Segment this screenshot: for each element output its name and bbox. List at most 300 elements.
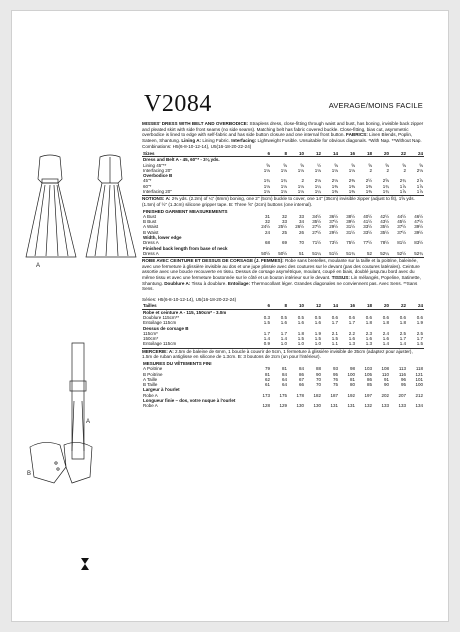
row-label: 45"*	[143, 178, 152, 184]
table-cell: 1.6	[280, 320, 287, 326]
table-cell: 2⅛	[331, 178, 338, 184]
section-heading: Finished back length from base of neck	[143, 245, 228, 251]
table-cell: 81	[281, 366, 287, 372]
row-label: 150cm*	[143, 336, 159, 342]
table-cell: 45½	[397, 219, 406, 225]
french-description: ROBE AVEC CEINTURE ET DESSUS DE CORSAGE (J. FEMMES): Robe sans bretelles, moulante sur la taille et la poitrine, baleinée, avec une fermeture à glissière invisible au dos et une jupe plissée avec des coutures sur le devant (pas des coutures latérales). Ceinture assortie avec une boucle recouverte en tissu. Dessus de corsage asymétrique, moulant, coupé en biais, doublé jusqu'au bord avec du même tissu et avec une fermeture boutonnée sur le côté et un bouton intérieur sur le devant. TISSUS: Lin mélangés, Popeline, Satinette, Shantung. Doublure A: Tissu à doublure. Entoilage: Thermocollant léger. Grandes diagonales ne conviennent pas. Avec Sens. **Sans Sens.	[142, 257, 424, 292]
table-cell: 33	[281, 219, 287, 225]
table-cell: 1.6	[382, 336, 389, 342]
table-cell: 197	[364, 392, 372, 398]
row-label: Robe A	[143, 392, 158, 398]
row-label: B Taille	[143, 382, 158, 388]
row-label: Robe A	[143, 403, 158, 409]
table-cell: 1⅛	[297, 189, 304, 195]
size-cell: 20	[373, 303, 390, 309]
difficulty-level: AVERAGE/MOINS FACILE	[328, 101, 423, 110]
table-cell: 25½	[278, 224, 287, 230]
table-cell: 64	[281, 376, 287, 382]
table-cell: 1⅛	[297, 167, 304, 173]
table-cell: 1.1	[331, 341, 338, 347]
table-cell: 39½	[414, 229, 423, 235]
table-cell: 1⅛	[297, 183, 304, 189]
size-cell: 8	[271, 151, 288, 157]
table-cell: 43½	[380, 219, 389, 225]
table-cell: 134	[415, 403, 423, 409]
row-label: A Poitrine	[143, 366, 163, 372]
row-label: B Waist	[143, 229, 159, 235]
table-cell: 31½	[346, 229, 355, 235]
table-cell: 2⅞	[416, 178, 423, 184]
table-cell: 132	[364, 403, 372, 409]
row-label: A Taille	[143, 376, 158, 382]
table-cell: 0.6	[382, 314, 389, 320]
table-cell: 61	[264, 382, 270, 388]
table-cell: 50½	[278, 250, 287, 256]
row-label: B Poitrine	[143, 371, 163, 377]
table-cell: 95	[400, 382, 406, 388]
table-cell: 1⅜	[348, 183, 355, 189]
table-cell: 36½	[329, 213, 338, 219]
table-cell: 2⅜	[348, 178, 355, 184]
table-cell: 78½	[380, 240, 389, 246]
table-cell: 0.6	[331, 314, 338, 320]
table-cell: 118	[415, 366, 423, 372]
table-cell: 108	[381, 366, 389, 372]
table-cell: 121	[415, 371, 423, 377]
table-cell: 207	[398, 392, 406, 398]
section-heading: Largeur à l'ourlet	[143, 387, 180, 393]
table-cell: 84	[298, 366, 304, 372]
table-cell: 1.8	[297, 330, 304, 336]
table-cell: 0.9	[263, 341, 270, 347]
table-cell: 116	[398, 371, 406, 377]
row-label: A Bust	[143, 213, 157, 219]
table-cell: ⅝	[283, 162, 287, 168]
section-heading: Robe et ceinture A - 115, 150cm* - 3.0m	[143, 309, 227, 315]
table-cell: 1⅞	[399, 189, 406, 195]
table-cell: ⅝	[385, 162, 389, 168]
table-cell: 0.5	[314, 314, 321, 320]
table-cell: 173	[262, 392, 270, 398]
section-heading: Longueur finie – dos, votre nuque à l'ourlet	[143, 398, 236, 403]
english-description: MISSES' DRESS WITH BELT AND OVERBODICE: Strapless dress, close-fitting through waist and bust, has boning, invisible back zipper and pleated skirt with side front seams (no side seams). Matching belt has fabric covered buckle. Close-fitting, bias cut, asymmetric overbodice is lined to edge with self-fabric and has side button closure and one internal front button. FABRICS: Linen Blends, Poplin, Sateen, Shantung. Lining A: Lining Fabric. Interfacing: Lightweight Fusible. Unsuitable for obvious diagonals. *With Nap. **Without Nap.	[142, 121, 424, 143]
table-cell: 113	[398, 366, 406, 372]
table-cell: 77½	[363, 240, 372, 246]
size-cell: 10	[288, 151, 305, 157]
table-cell: 1.7	[331, 320, 338, 326]
table-cell: 1⅛	[263, 183, 270, 189]
table-cell: 2	[301, 178, 304, 184]
table-cell: 25	[281, 229, 287, 235]
table-cell: 131	[330, 403, 338, 409]
table-cell: ⅝	[402, 162, 406, 168]
figure-label-a: A	[36, 263, 41, 269]
table-cell: 101	[415, 376, 423, 382]
table-cell: 2⅛	[416, 167, 423, 173]
table-cell: 69	[281, 240, 287, 246]
size-cell: 14	[322, 303, 339, 309]
pattern-code: V2084	[144, 91, 212, 117]
size-cell: 12	[305, 151, 322, 157]
size-cell: 18	[356, 151, 373, 157]
table-cell: 1⅜	[348, 189, 355, 195]
table-cell: 70	[298, 240, 304, 246]
table-cell: 86	[366, 376, 372, 382]
table-cell: 76	[332, 376, 338, 382]
table-cell: 128	[262, 403, 270, 409]
table-cell: 0.6	[399, 314, 406, 320]
table-cell: 62	[264, 376, 270, 382]
table-cell: ⅝	[300, 162, 304, 168]
row-label: Dress A	[143, 240, 159, 246]
section-heading: Width, lower edge	[143, 235, 182, 241]
table-cell: 2.3	[365, 330, 372, 336]
table-cell: 1.0	[314, 341, 321, 347]
table-cell: 90	[315, 371, 321, 377]
size-cell: 18	[356, 303, 373, 309]
table-cell: 212	[415, 392, 423, 398]
table-cell: 1.4	[382, 341, 389, 347]
table-cell: 1¾	[280, 178, 287, 184]
table-cell: 2.4	[382, 330, 389, 336]
table-cell: 182	[313, 392, 321, 398]
table-cell: 70	[315, 382, 321, 388]
table-cell: 68	[264, 240, 270, 246]
table-cell: 2¾	[399, 178, 406, 184]
table-cell: 39½	[346, 219, 355, 225]
row-label: Doublure 115cm**	[143, 314, 180, 320]
size-header-row: Tailles 6 8 10 12 14 16 18 20 22 24	[143, 303, 423, 309]
table-cell: 52¾	[414, 250, 423, 256]
size-cell: 16	[339, 151, 356, 157]
table-cell: 1¾	[382, 183, 389, 189]
table-cell: 1.6	[348, 336, 355, 342]
table-cell: 1¾	[263, 178, 270, 184]
size-cell: 6	[254, 303, 271, 309]
table-cell: ⅝	[419, 162, 423, 168]
table-cell: 103	[364, 366, 372, 372]
table-cell: 46½	[414, 213, 423, 219]
table-cell: 80	[349, 382, 355, 388]
table-cell: 40½	[363, 213, 372, 219]
table-cell: 1⅜	[331, 183, 338, 189]
table-cell: ⅝	[334, 162, 338, 168]
row-label: Interfacing 20"	[143, 189, 172, 195]
overbodice-b-drawing	[26, 437, 96, 493]
table-cell: 0.3	[263, 314, 270, 320]
english-title: MISSES' DRESS WITH BELT AND OVERBODICE:	[142, 121, 249, 126]
table-cell: 67	[298, 376, 304, 382]
table-cell: 91	[383, 376, 389, 382]
table-cell: 1⅛	[263, 167, 270, 173]
table-cell: 96	[400, 376, 406, 382]
figure-label-a-sash: A	[86, 419, 91, 425]
table-cell: 175	[279, 392, 287, 398]
section-heading: MESURES DU VÊTEMENTS FINI	[143, 360, 212, 366]
table-cell: 37½	[329, 219, 338, 225]
table-cell: 0.6	[416, 314, 423, 320]
table-cell: 75½	[346, 240, 355, 246]
row-label: A Waist	[143, 224, 159, 230]
table-cell: 1⅛	[280, 167, 287, 173]
table-cell: 64	[281, 382, 287, 388]
row-label: Interfacing 20"	[143, 167, 172, 173]
french-title: ROBE AVEC CEINTURE ET DESSUS DE CORSAGE (J. FEMMES):	[142, 258, 284, 264]
table-cell: 98	[349, 366, 355, 372]
table-cell: 1⅛	[280, 183, 287, 189]
table-cell: 1.5	[297, 336, 304, 342]
table-cell: 1.0	[297, 341, 304, 347]
table-cell: 1⅛	[331, 167, 338, 173]
table-cell: 2	[403, 167, 406, 173]
table-row	[142, 403, 424, 408]
table-cell: 37½	[397, 224, 406, 230]
table-cell: 202	[381, 392, 389, 398]
french-series: Séries: H5(6-8-10-12-14), U5(16-18-20-22-24)	[142, 296, 237, 302]
table-cell: 51½	[329, 250, 338, 256]
table-cell: 2.2	[348, 330, 355, 336]
table-cell: 2.5	[399, 330, 406, 336]
size-cell: 22	[390, 303, 407, 309]
size-cell: 24	[407, 151, 424, 157]
table-cell: 52	[366, 250, 372, 256]
table-cell: 2	[369, 167, 372, 173]
table-cell: 24	[264, 229, 270, 235]
table-cell: 31½	[346, 224, 355, 230]
size-cell: 24	[407, 303, 424, 309]
table-cell: 50½	[261, 250, 270, 256]
table-cell: 0.5	[297, 314, 304, 320]
table-cell: 1⅛	[348, 167, 355, 173]
table-cell: 1⅛	[263, 189, 270, 195]
table-cell: 178	[296, 392, 304, 398]
table-cell: 1.4	[280, 336, 287, 342]
table-cell: 42½	[380, 213, 389, 219]
table-cell: 1⅞	[416, 189, 423, 195]
table-cell: 73½	[329, 240, 338, 246]
french-yardage-table	[142, 303, 424, 346]
table-cell: 44½	[397, 213, 406, 219]
table-cell: 131	[347, 403, 355, 409]
table-cell: 35½	[312, 219, 321, 225]
row-label: 60"*	[143, 183, 152, 189]
table-cell: 71½	[312, 240, 321, 246]
row-label: Entoilage 115cm	[143, 341, 177, 347]
table-cell: 93	[332, 366, 338, 372]
table-cell: 130	[296, 403, 304, 409]
table-cell: 34½	[312, 213, 321, 219]
table-cell: 110	[381, 371, 389, 377]
section-heading: Dessus de corsage B	[143, 325, 189, 331]
table-row	[142, 189, 424, 194]
english-yardage-table	[142, 151, 424, 194]
table-cell: 192	[347, 392, 355, 398]
table-cell: 84	[281, 371, 287, 377]
table-cell: 81½	[397, 240, 406, 246]
table-cell: 1⅜	[331, 189, 338, 195]
table-cell: 1.8	[399, 320, 406, 326]
size-cell: 12	[305, 303, 322, 309]
table-cell: 27½	[312, 229, 321, 235]
table-cell: 1.7	[416, 336, 423, 342]
table-cell: 1.5	[416, 341, 423, 347]
table-cell: ½	[317, 162, 321, 168]
table-cell: ⅝	[351, 162, 355, 168]
table-cell: 1.9	[416, 320, 423, 326]
table-cell: 1.6	[297, 320, 304, 326]
table-cell: 31	[264, 213, 270, 219]
table-cell: 29½	[329, 229, 338, 235]
table-cell: 86	[298, 371, 304, 377]
table-cell: 83½	[414, 240, 423, 246]
table-cell: 1¼	[314, 183, 321, 189]
table-cell: 133	[398, 403, 406, 409]
table-cell: 39½	[414, 224, 423, 230]
table-cell: 33½	[363, 224, 372, 230]
table-cell: 47½	[414, 219, 423, 225]
table-cell: 0.5	[280, 314, 287, 320]
table-cell: 81	[349, 376, 355, 382]
table-cell: 37½	[397, 229, 406, 235]
size-symbol-icon	[80, 557, 90, 571]
table-cell: 2⅛	[314, 178, 321, 184]
figure-label-b: B	[27, 471, 32, 477]
table-cell: 1.9	[314, 330, 321, 336]
size-cell: 6	[254, 151, 271, 157]
table-cell: 133	[381, 403, 389, 409]
table-cell: 1¾	[382, 189, 389, 195]
table-cell: 81	[264, 371, 270, 377]
size-header-row: Sizes 6 8 10 12 14 16 18 20 22 24	[143, 150, 423, 156]
french-mercerie: MERCERIE: A: 2.5m de baleine de 6mm, 1 boucle à couvrir de 5cm, 1 fermeture à glissière invisible de 35cm (adaptez pour ajuster), 1.5m de ruban antiglisse en silicone de 1.3cm. B: 3 boutons de 2cm (un pour l'intérieur).	[142, 348, 424, 360]
table-cell: 51¾	[346, 250, 355, 256]
table-cell: 1.7	[399, 336, 406, 342]
table-cell: 1.3	[348, 341, 355, 347]
table-cell: 1⅛	[314, 167, 321, 173]
table-cell: 0.6	[348, 314, 355, 320]
table-cell: 51¼	[312, 250, 321, 256]
english-notions: NOTIONS: A: 2⅜ yds. (2.2m) of ¼" (6mm) boning, one 2" (5cm) buckle to cover, one 14" (35cm) invisible zipper (adjust to fit), 1⅝ yds. (1.5m) of ½" (1.3cm) silicone gripper tape. B: Three ⅝" (2cm) buttons (one internal).	[142, 195, 424, 207]
table-cell: ⅝	[266, 162, 270, 168]
table-cell: 0.6	[365, 314, 372, 320]
pattern-info	[142, 121, 424, 409]
row-label: B Bust	[143, 219, 157, 225]
row-label: Dress A	[143, 250, 159, 256]
table-cell: 51	[298, 250, 304, 256]
table-cell: 129	[279, 403, 287, 409]
table-cell: 1.7	[263, 330, 270, 336]
table-cell: 1.4	[263, 336, 270, 342]
table-cell: 1¼	[314, 189, 321, 195]
table-cell: 1.3	[365, 341, 372, 347]
table-cell: 38½	[346, 213, 355, 219]
table-cell: 35½	[380, 224, 389, 230]
table-cell: 2½	[365, 178, 372, 184]
table-cell: 24½	[261, 224, 270, 230]
table-cell: 66	[298, 382, 304, 388]
size-cell: 16	[339, 303, 356, 309]
size-cell: 10	[288, 303, 305, 309]
table-cell: ⅝	[368, 162, 372, 168]
size-cell: 22	[390, 151, 407, 157]
table-cell: 1.8	[365, 320, 372, 326]
row-label: Entoilage 115cm	[143, 320, 177, 326]
english-combinations: Combinations: H5(6-8-10-12-14), U5(16-18-20-22-24)	[142, 144, 252, 150]
size-cell: 20	[373, 151, 390, 157]
row-label: Lining 45"**	[143, 162, 167, 168]
pattern-envelope-back	[11, 10, 449, 622]
technical-drawings	[12, 11, 142, 621]
row-label: 115cm*	[143, 330, 158, 336]
table-cell: 1⅜	[365, 183, 372, 189]
table-cell: 33½	[363, 229, 372, 235]
table-cell: 33	[298, 213, 304, 219]
table-cell: 1.5	[314, 336, 321, 342]
table-cell: 100	[415, 382, 423, 388]
table-cell: 52½	[397, 250, 406, 256]
english-measurements-table	[142, 209, 424, 257]
table-cell: 1.8	[382, 320, 389, 326]
table-cell: 1⅛	[280, 189, 287, 195]
table-cell: 1.6	[365, 336, 372, 342]
table-cell: 130	[313, 403, 321, 409]
section-heading: Overbodice B	[143, 173, 173, 179]
table-cell: 1.0	[280, 341, 287, 347]
table-cell: 90	[383, 382, 389, 388]
table-cell: 2.1	[331, 330, 338, 336]
table-cell: 2	[386, 167, 389, 173]
table-cell: 187	[330, 392, 338, 398]
table-cell: 32	[281, 213, 287, 219]
table-cell: 1.6	[314, 320, 321, 326]
pattern-header	[142, 91, 437, 117]
table-cell: 1⅞	[399, 183, 406, 189]
table-cell: 85	[366, 382, 372, 388]
table-cell: 1.7	[348, 320, 355, 326]
size-cell: 8	[271, 303, 288, 309]
french-measurements-table	[142, 361, 424, 409]
table-row	[142, 251, 424, 256]
table-cell: 75	[332, 382, 338, 388]
table-cell: 34	[298, 219, 304, 225]
table-cell: 79	[264, 366, 270, 372]
table-cell: 105	[364, 371, 372, 377]
table-cell: 35½	[380, 229, 389, 235]
table-cell: 70	[315, 376, 321, 382]
table-cell: 1.5	[331, 336, 338, 342]
table-cell: 1⅞	[416, 183, 423, 189]
table-cell: 27½	[312, 224, 321, 230]
table-cell: 2.5	[416, 330, 423, 336]
dress-a-front-back-drawing	[20, 153, 140, 261]
table-cell: 88	[315, 366, 321, 372]
table-cell: 2⅝	[382, 178, 389, 184]
section-heading: Dress and Belt A - 45, 60"* - 3⅛ yds.	[143, 157, 220, 163]
table-cell: 52¼	[380, 250, 389, 256]
table-cell: 32	[264, 219, 270, 225]
section-heading: FINISHED GARMENT MEASUREMENTS	[143, 208, 228, 214]
table-cell: 26½	[295, 224, 304, 230]
table-cell: 1⅜	[365, 189, 372, 195]
table-cell: 41½	[363, 219, 372, 225]
size-cell: 14	[322, 151, 339, 157]
table-cell: 1.7	[280, 330, 287, 336]
table-cell: 29½	[329, 224, 338, 230]
table-row	[142, 341, 424, 346]
table-cell: 95	[332, 371, 338, 377]
table-cell: 1.5	[263, 320, 270, 326]
table-cell: 1.4	[399, 341, 406, 347]
